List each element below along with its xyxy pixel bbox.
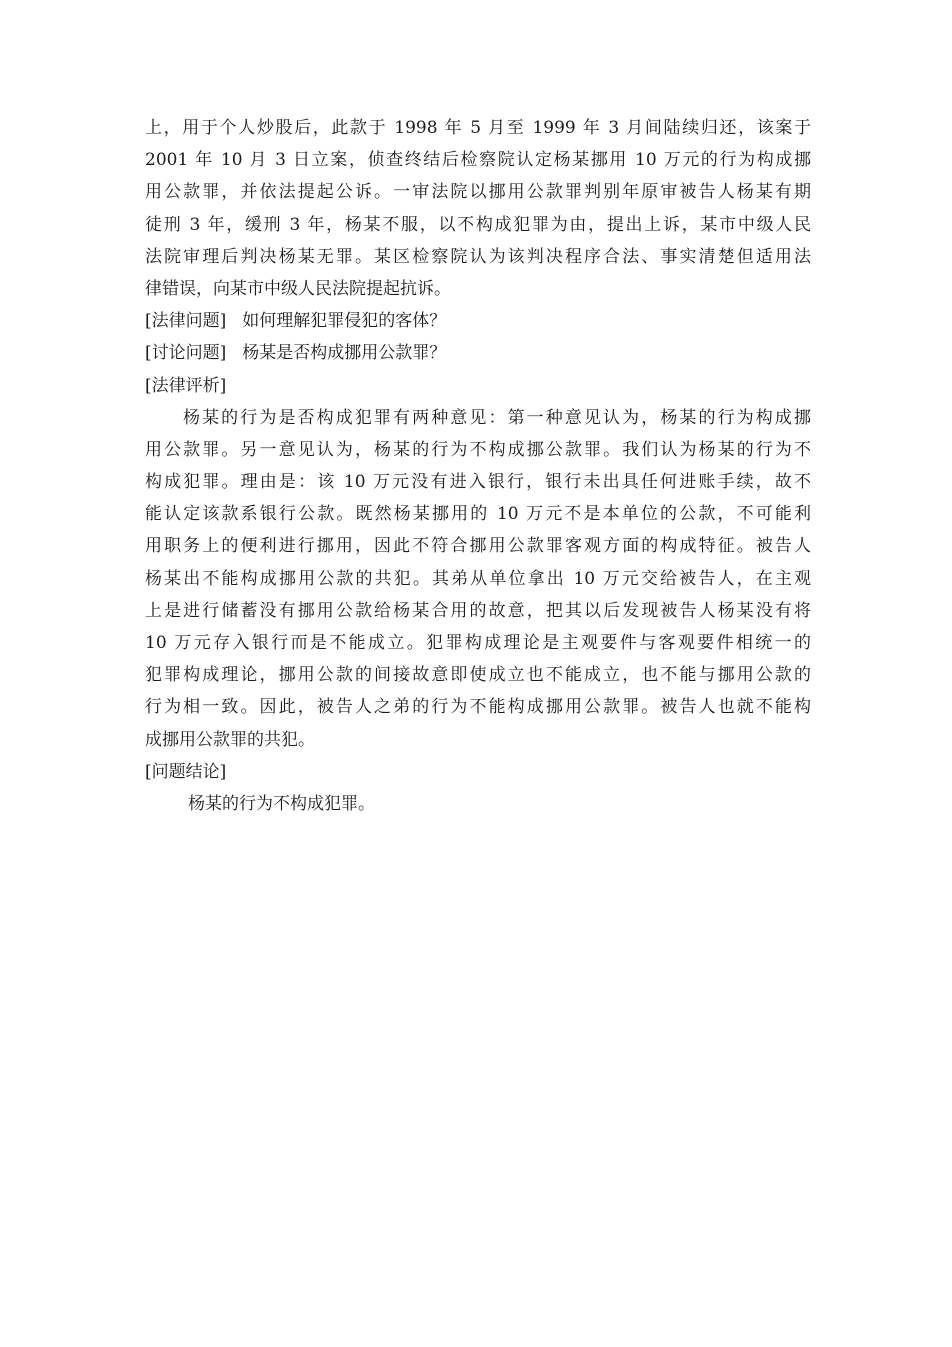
legal-analysis-paragraph bbox=[145, 402, 811, 756]
document-body bbox=[145, 112, 811, 820]
discussion-issue-heading bbox=[145, 337, 811, 369]
analysis-line: 构成犯罪。理由是：该 10 万元没有进入银行，银行未出具任何进账手续，故不 bbox=[145, 472, 811, 493]
legal-analysis-label: [法律评析] bbox=[145, 375, 227, 396]
case-line: 上，用于个人炒股后，此款于 1998 年 5 月至 1999 年 3 月间陆续归还，该案于 bbox=[145, 118, 811, 138]
legal-issue-heading bbox=[145, 305, 811, 337]
conclusion-heading bbox=[145, 756, 811, 788]
analysis-line: 用职务上的便利进行挪用，因此不符合挪用公款罪客观方面的构成特征。被告人 bbox=[145, 536, 811, 557]
analysis-line: 杨某出不能构成挪用公款的共犯。其弟从单位拿出 10 万元交给被告人，在主观 bbox=[145, 568, 811, 589]
case-paragraph bbox=[145, 112, 811, 305]
analysis-line: 杨某的行为是否构成犯罪有两种意见：第一种意见认为，杨某的行为构成挪 bbox=[183, 407, 811, 428]
case-line: 律错误，向某市中级人民法院提起抗诉。 bbox=[145, 278, 451, 299]
analysis-line: 犯罪构成理论，挪用公款的间接故意即使成立也不能成立，也不能与挪用公款的 bbox=[145, 665, 811, 686]
legal-analysis-heading bbox=[145, 370, 811, 402]
analysis-line: 用公款罪。另一意见认为，杨某的行为不构成挪公款罪。我们认为杨某的行为不 bbox=[145, 439, 811, 460]
analysis-line: 行为相一致。因此，被告人之弟的行为不能构成挪用公款罪。被告人也就不能构 bbox=[145, 697, 811, 718]
legal-issue-label: [法律问题] bbox=[145, 311, 227, 332]
case-line: 2001 年 10 月 3 日立案，侦查终结后检察院认定杨某挪用 10 万元的行为构成挪 bbox=[145, 150, 811, 171]
discussion-issue-label: [讨论问题] bbox=[145, 343, 227, 364]
analysis-line: 成挪用公款罪的共犯。 bbox=[145, 729, 315, 750]
case-line: 徒刑 3 年，缓刑 3 年，杨某不服，以不构成犯罪为由，提出上诉，某市中级人民 bbox=[145, 214, 811, 235]
case-line: 用公款罪，并依法提起公诉。一审法院以挪用公款罪判别年原审被告人杨某有期 bbox=[145, 182, 811, 203]
case-line: 法院审理后判决杨某无罪。某区检察院认为该判决程序合法、事实清楚但适用法 bbox=[145, 246, 811, 267]
discussion-issue-question: 杨某是否构成挪用公款罪？ bbox=[242, 343, 447, 364]
conclusion-label: [问题结论] bbox=[145, 761, 227, 782]
analysis-line: 上是进行储蓄没有挪用公款给杨某合用的故意，把其以后发现被告人杨某没有将 bbox=[145, 600, 811, 621]
legal-issue-question: 如何理解犯罪侵犯的客体？ bbox=[242, 311, 447, 332]
conclusion-text: 杨某的行为不构成犯罪。 bbox=[188, 793, 375, 814]
analysis-line: 10 万元存入银行而是不能成立。犯罪构成理论是主观要件与客观要件相统一的 bbox=[145, 633, 811, 653]
analysis-line: 能认定该款系银行公款。既然杨某挪用的 10 万元不是本单位的公款，不可能利 bbox=[145, 504, 811, 525]
